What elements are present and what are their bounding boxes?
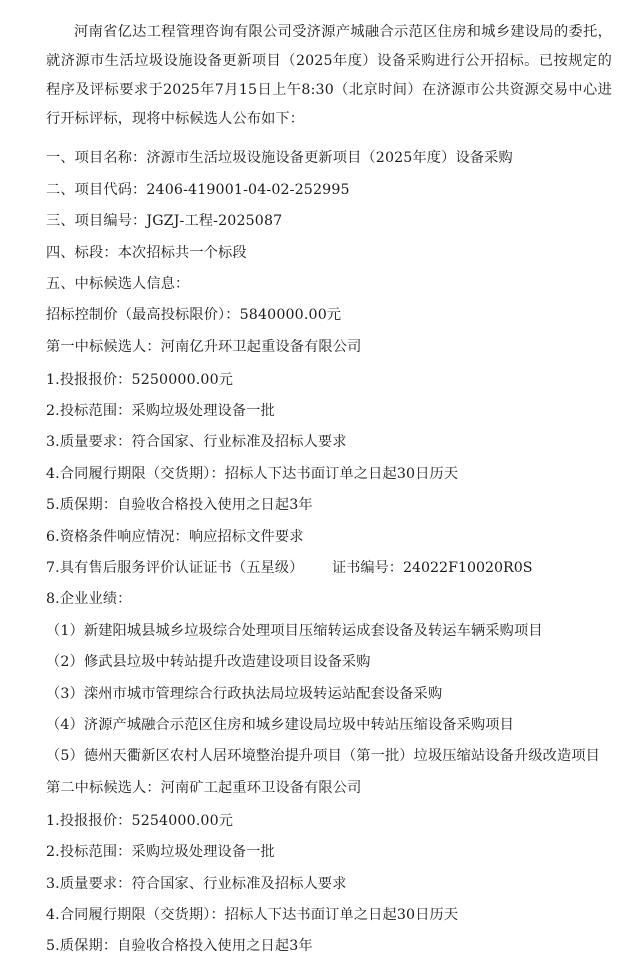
first-candidate-title: 第一中标候选人：河南亿升环卫起重设备有限公司 [46,339,362,355]
second-candidate-title: 第二中标候选人：河南矿工起重环卫设备有限公司 [46,780,362,796]
project-number: 三、项目编号：JGZJ-工程-2025087 [46,213,283,229]
control-price: 招标控制价（最高投标限价）：5840000.00元 [46,307,342,323]
second-warranty: 5.质保期：自验收合格投入使用之日起3年 [46,938,313,954]
performance-item: （1）新建阳城县城乡垃圾综合处理项目压缩转运成套设备及转运车辆采购项目 [46,623,543,639]
performance-item: （2）修武县垃圾中转站提升改造建设项目设备采购 [46,654,371,670]
lot-info: 四、标段：本次招标共一个标段 [46,245,247,261]
first-certificate: 7.具有售后服务评价认证证书（五星级） [46,560,304,576]
project-code: 二、项目代码：2406-419001-04-02-252995 [46,182,350,198]
first-bid-price: 1.投报报价：5250000.00元 [46,372,234,388]
candidates-heading: 五、中标候选人信息： [46,276,190,292]
first-bid-scope: 2.投标范围：采购垃圾处理设备一批 [46,403,275,419]
first-delivery-period: 4.合同履行期限（交货期）：招标人下达书面订单之日起30日历天 [46,466,459,482]
first-quality: 3.质量要求：符合国家、行业标准及招标人要求 [46,434,347,450]
second-bid-price: 1.投报报价：5254000.00元 [46,813,234,829]
second-bid-scope: 2.投标范围：采购垃圾处理设备一批 [46,844,275,860]
performance-item: （4）济源产城融合示范区住房和城乡建设局垃圾中转站压缩设备采购项目 [46,717,514,733]
second-delivery-period: 4.合同履行期限（交货期）：招标人下达书面订单之日起30日历天 [46,907,459,923]
first-warranty: 5.质保期：自验收合格投入使用之日起3年 [46,497,313,513]
performance-item: （3）滦州市城市管理综合行政执法局垃圾转运站配套设备采购 [46,686,443,702]
second-quality: 3.质量要求：符合国家、行业标准及招标人要求 [46,876,347,892]
first-certificate-number: 证书编号：24022F10020R0S [332,560,533,576]
performance-item: （5）德州天衢新区农村人居环境整治提升项目（第一批）垃圾压缩站设备升级改造项目 [46,748,601,764]
intro-paragraph: 河南省亿达工程管理咨询有限公司受济源产城融合示范区住房和城乡建设局的委托，就济源市生活垃圾设施设备更新项目（2025年度）设备采购进行公开招标。已按规定的程序及评标要求于2025年7月15日上午8:30（北京时间）在济源市公共资源交易中心进行开标评标，现将中标候选人公布如下： [46,24,612,127]
first-performance-title: 8.企业业绩： [46,591,132,607]
project-name: 一、项目名称：济源市生活垃圾设施设备更新项目（2025年度）设备采购 [46,150,513,166]
first-qualification: 6.资格条件响应情况：响应招标文件要求 [46,529,304,545]
